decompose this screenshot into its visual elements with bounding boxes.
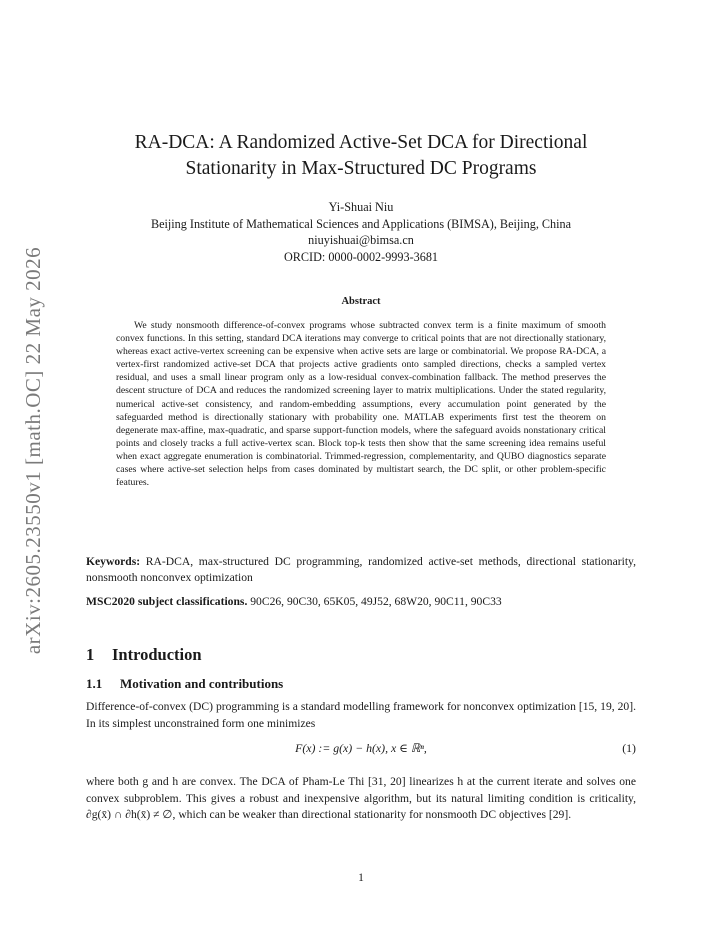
arxiv-identifier-text: arXiv:2605.23550v1 [math.OC] 22 May 2026 [21, 246, 46, 654]
paper-title [86, 130, 636, 182]
msc-codes: 90C26, 90C30, 65K05, 49J52, 68W20, 90C11, 90C33 [250, 595, 502, 608]
equation-number: (1) [622, 741, 636, 755]
subsection-number: 1.1 [86, 676, 103, 691]
msc-classification [86, 594, 636, 610]
keywords-label: Keywords: [86, 555, 141, 568]
msc-label: MSC2020 subject classifications. [86, 595, 248, 608]
section-heading-introduction [86, 645, 202, 665]
intro-paragraph-1: Difference-of-convex (DC) programming is a standard modelling framework for nonconvex optimization [15, 19, 20]. In its simplest unconstrained form one minimizes [86, 700, 636, 730]
author-email: niuyishuai@bimsa.cn [308, 233, 414, 247]
section-title: Introduction [112, 645, 202, 664]
keywords-text: RA-DCA, max-structured DC programming, randomized active-set methods, directional stationarity, nonsmooth nonconvex optimization [86, 555, 636, 584]
subsection-heading-motivation [86, 676, 283, 692]
page-number: 1 [358, 872, 364, 884]
author-orcid: ORCID: 0000-0002-9993-3681 [283, 249, 439, 264]
arxiv-identifier [14, 240, 54, 660]
paper-title-line-2: Stationarity in Max-Structured DC Programs [185, 158, 537, 179]
equation-1 [86, 741, 636, 761]
section-number: 1 [86, 645, 95, 664]
subsection-title: Motivation and contributions [120, 676, 284, 691]
paper-title-line-1: RA-DCA: A Randomized Active-Set DCA for Directional [134, 132, 588, 153]
author-name: Yi-Shuai Niu [328, 200, 394, 214]
abstract-text: We study nonsmooth difference-of-convex programs whose subtracted convex term is a finite maximum of smooth convex functions. In this setting, standard DCA iterations may converge to critical points that are not directionally stationary, whereas exact active-vertex screening can be expensive when active sets are large or combinatorial. We propose RA-DCA, a vertex-first randomized active-set DCA that projects active gradients onto sampled directions, checks a sampled vertex residual, and uses a small linear program only as a low-residual convex-combination fallback. The method preserves the descent structure of DCA and reduces the randomized screening layer to matrix multiplications. Under the stated regularity, numerical active-set consistency, and random-embedding assumptions, every accumulation point generated by the safeguarded method is directionally stationary with probability one. MATLAB experiments first test the theorem on degenerate max-affine, max-quadratic, and sparse support-function models, where the safeguard avoids nonstationary critical points and closely tracks a full active-vertex scan. Block top-k tests then show that the same screening idea remains useful when exact aggregate enumeration is combinatorial. Trimmed-regression, complementarity, and QUBO diagnostics separate cases where active-set selection helps from cases dominated by multistart search, the DC split, or other problem-specific features. [116, 320, 606, 489]
author-affiliation: Beijing Institute of Mathematical Sciences and Applications (BIMSA), Beijing, China [150, 216, 572, 231]
equation-body: F(x) := g(x) − h(x), x ∈ ℝⁿ, [295, 741, 427, 755]
intro-paragraph-2: where both g and h are convex. The DCA of Pham-Le Thi [31, 20] linearizes h at the current iterate and solves one convex subproblem. This gives a robust and inexpensive algorithm, but its natural limiting condition is criticality, ∂g(x̄) ∩ ∂h(x̄) ≠ ∅, which can be weaker than directional stationarity for nonsmooth DC objectives [29]. [86, 775, 636, 821]
abstract-heading: Abstract [341, 296, 381, 307]
keywords [86, 554, 636, 586]
author-block [80, 199, 642, 265]
